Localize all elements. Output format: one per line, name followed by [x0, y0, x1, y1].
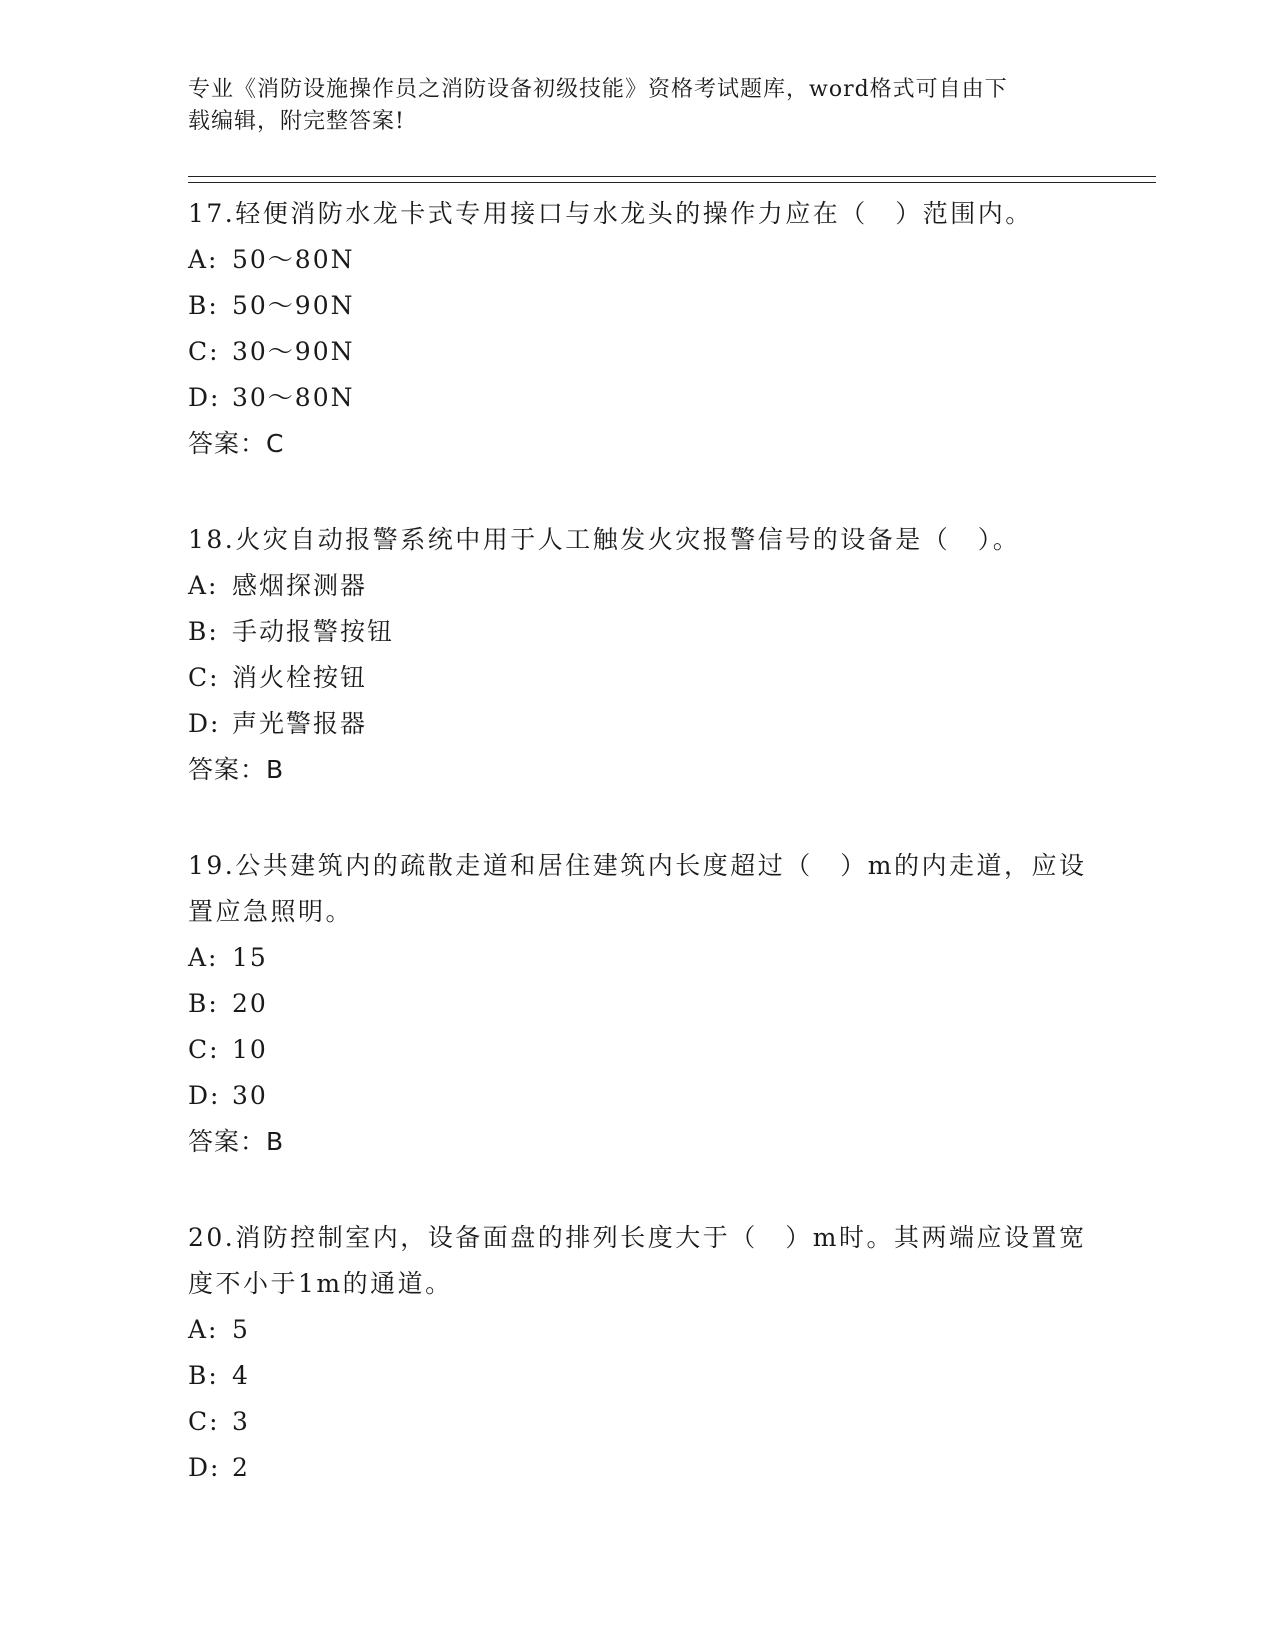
option-text: 4: [232, 1361, 250, 1390]
question-stem: 18.火灾自动报警系统中用于人工触发火灾报警信号的设备是（ ）。: [188, 525, 1021, 554]
option-c: [188, 655, 1088, 701]
option-c: [188, 1027, 1088, 1073]
answer-line: 答案：C: [188, 429, 285, 458]
answer-line: 答案：B: [188, 755, 285, 784]
option-text: 感烟探测器: [232, 571, 368, 600]
option-d: [188, 701, 1088, 747]
option-letter: C:: [188, 1035, 220, 1064]
document-header: [188, 74, 1068, 138]
option-letter: D:: [188, 383, 221, 412]
option-text: 手动报警按钮: [232, 617, 395, 646]
header-line-1: 专业《消防设施操作员之消防设备初级技能》资格考试题库，word格式可自由下: [188, 77, 1008, 102]
option-text: 50～80N: [232, 245, 355, 274]
option-text: 2: [232, 1453, 250, 1482]
option-text: 50～90N: [232, 291, 355, 320]
option-a: [188, 237, 1088, 283]
question-stem: 20.消防控制室内，设备面盘的排列长度大于（ ）m时。其两端应设置宽度不小于1m的通道。: [188, 1223, 1087, 1298]
option-letter: C:: [188, 1407, 220, 1436]
option-a: [188, 563, 1088, 609]
option-letter: D:: [188, 1081, 221, 1110]
option-letter: A:: [188, 571, 219, 600]
option-text: 3: [232, 1407, 250, 1436]
option-a: [188, 1307, 1088, 1353]
header-line-2: 载编辑，附完整答案!: [188, 109, 405, 134]
option-b: [188, 283, 1088, 329]
option-text: 30～80N: [232, 383, 355, 412]
option-text: 声光警报器: [232, 709, 368, 738]
question-17: [188, 191, 1088, 467]
option-letter: B:: [188, 617, 219, 646]
option-letter: A:: [188, 1315, 219, 1344]
option-letter: A:: [188, 943, 219, 972]
option-text: 15: [232, 943, 268, 972]
option-c: [188, 1399, 1088, 1445]
option-d: [188, 375, 1088, 421]
option-b: [188, 609, 1088, 655]
option-text: 20: [232, 989, 268, 1018]
option-d: [188, 1073, 1088, 1119]
question-stem: 19.公共建筑内的疏散走道和居住建筑内长度超过（ ）m的内走道，应设置应急照明。: [188, 851, 1087, 926]
question-20: [188, 1215, 1088, 1491]
option-letter: B:: [188, 291, 219, 320]
option-letter: C:: [188, 663, 220, 692]
header-divider-top: [188, 176, 1156, 177]
question-stem: 17.轻便消防水龙卡式专用接口与水龙头的操作力应在（ ）范围内。: [188, 199, 1033, 228]
option-letter: D:: [188, 709, 221, 738]
option-text: 10: [232, 1035, 268, 1064]
question-19: [188, 843, 1088, 1165]
option-b: [188, 981, 1088, 1027]
option-text: 5: [232, 1315, 250, 1344]
option-b: [188, 1353, 1088, 1399]
option-c: [188, 329, 1088, 375]
header-divider-bottom: [188, 182, 1156, 183]
option-d: [188, 1445, 1088, 1491]
question-18: [188, 517, 1088, 793]
answer-line: 答案：B: [188, 1127, 285, 1156]
option-letter: A:: [188, 245, 219, 274]
option-text: 30: [232, 1081, 268, 1110]
option-letter: D:: [188, 1453, 221, 1482]
option-a: [188, 935, 1088, 981]
option-letter: C:: [188, 337, 220, 366]
option-text: 30～90N: [232, 337, 355, 366]
option-letter: B:: [188, 989, 219, 1018]
option-text: 消火栓按钮: [232, 663, 368, 692]
question-list: [188, 191, 1088, 1491]
option-letter: B:: [188, 1361, 219, 1390]
